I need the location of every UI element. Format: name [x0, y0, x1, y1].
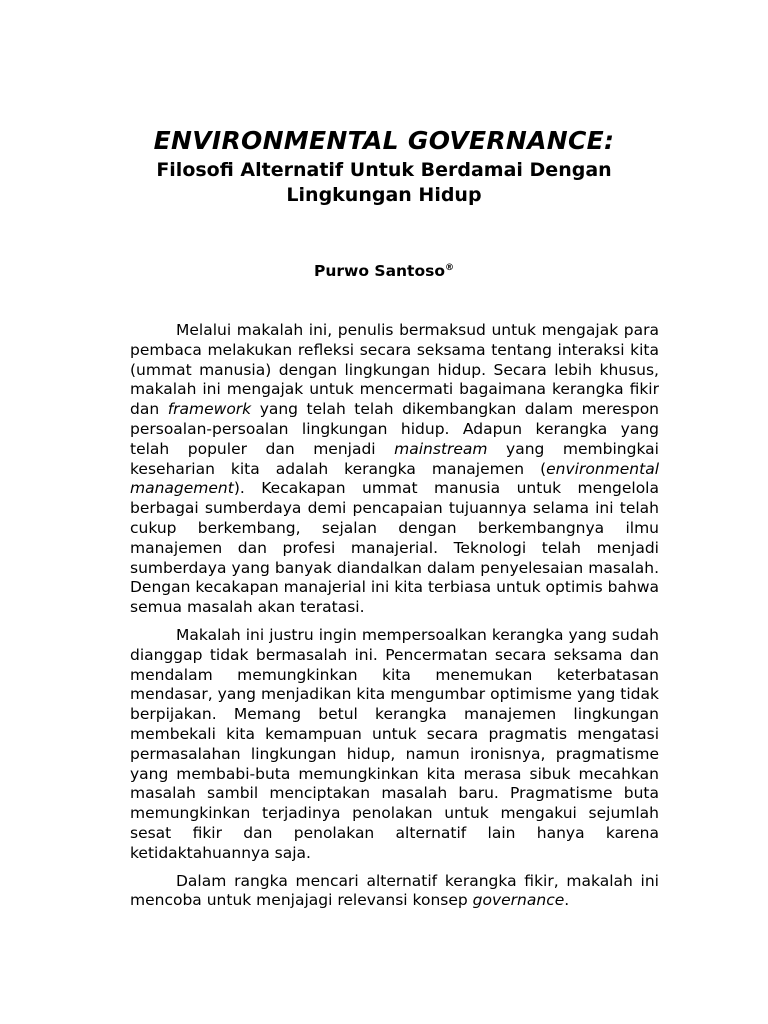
- paragraph-text: Melalui makalah ini, penulis bermaksud untuk mengajak para pembaca melakukan refleksi secara seksama tentang interaksi kita (ummat manusia) dengan lingkungan hidup. Secara lebih khusus, makalah ini mengajak untuk mencermati bagaimana kerangka fikir dan: [130, 321, 659, 419]
- subtitle-line-2: Lingkungan Hidup: [286, 184, 482, 206]
- paragraph-text: yang membingkai keseharian kita adalah kerangka manajemen (: [130, 439, 659, 478]
- body-paragraph: [130, 626, 659, 864]
- author-footnote-mark: ®: [445, 262, 454, 273]
- italic-term: mainstream: [394, 439, 488, 458]
- paragraph-text: Dalam rangka mencari alternatif kerangka fikir, makalah ini mencoba untuk menjajagi relevansi konsep: [130, 871, 659, 910]
- italic-term: environmental management: [130, 459, 659, 498]
- paper-subtitle: [0, 158, 768, 208]
- author-line: [0, 262, 768, 280]
- author-name: Purwo Santoso: [314, 262, 445, 280]
- paragraph-text: yang telah telah dikembangkan dalam merespon persoalan-persoalan lingkungan hidup. Adapun kerangka yang telah populer dan menjadi: [130, 400, 659, 458]
- paper-title: ENVIRONMENTAL GOVERNANCE:: [153, 126, 615, 155]
- body-paragraph: [130, 321, 659, 618]
- paragraph-text: Makalah ini justru ingin mempersoalkan kerangka yang sudah dianggap tidak bermasalah ini. Pencermatan secara seksama dan mendalam memungkinkan kita menemukan keterbatasan mendasar, yang menjadikan kita mengumbar optimisme yang tidak berpijakan. Memang betul kerangka manajemen lingkungan membekali kita kemampuan untuk secara pragmatis mengatasi permasalahan lingkungan hidup, namun ironisnya, pragmatisme yang membabi-buta memungkinkan kita merasa sibuk mecahkan masalah sambil menciptakan masalah baru. Pragmatisme buta memungkinkan terjadinya penolakan untuk mengakui sejumlah sesat fikir dan penolakan alternatif lain hanya karena ketidaktahuannya saja.: [130, 625, 659, 862]
- body-paragraph: [130, 872, 659, 912]
- italic-term: governance: [472, 891, 565, 910]
- subtitle-line-1: Filosofi Alternatif Untuk Berdamai Dengan: [156, 159, 612, 181]
- body-text: [130, 321, 659, 911]
- paragraph-text: .: [564, 891, 570, 910]
- italic-term: framework: [167, 400, 252, 419]
- paragraph-text: ). Kecakapan ummat manusia untuk mengelola berbagai sumberdaya demi pencapaian tujuannya selama ini telah cukup berkembang, sejalan dengan berkembangnya ilmu manajemen dan profesi manajerial. Teknologi telah menjadi sumberdaya yang banyak diandalkan dalam penyelesaian masalah. Dengan kecakapan manajerial ini kita terbiasa untuk optimis bahwa semua masalah akan teratasi.: [130, 479, 660, 617]
